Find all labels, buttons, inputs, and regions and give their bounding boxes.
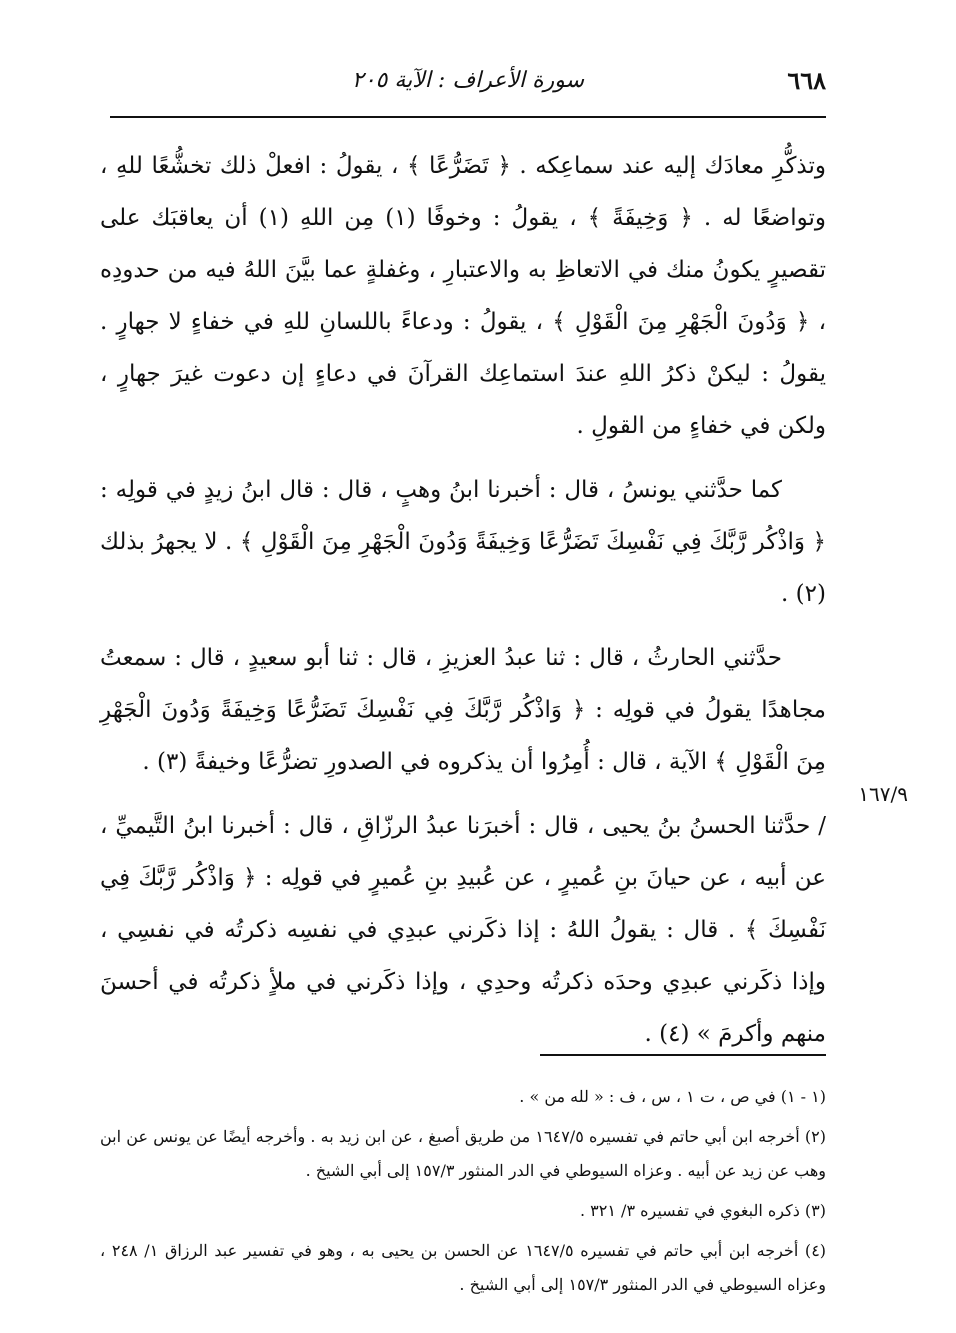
paragraph-4: / حدَّثنا الحسنُ بنُ يحيى ، قال : أخبرَنا عبدُ الرزّاقِ ، قال : أخبرنا ابنُ التَّيميِّ ، عن أبيه ، عن حيانَ بنِ عُميرٍ ، عن عُبيدِ بنِ عُميرٍ في قولِه : ﴿ وَاذْكُر رَّبَّكَ فِي نَفْسِكَ ﴾ . قال : يقولُ اللهُ : إذا ذكَرني عبدِي في نفسِه ذكرتُه في نفسِي ، وإذا ذكَرني عبدِي وحدَه ذكرتُه وحدِي ، وإذا ذكَرني في ملأٍ ذكرتُه في أحسنَ منهم وأكرمَ » (٤) . [100, 813, 826, 1047]
paragraph-2: كما حدَّثني يونسُ ، قال : أخبرنا ابنُ وهبٍ ، قال : قال ابنُ زيدٍ في قولِه : ﴿ وَاذْكُر رَّبَّكَ فِي نَفْسِكَ تَضَرُّعًا وَخِيفَةً وَدُونَ الْجَهْرِ مِنَ الْقَوْلِ ﴾ . لا يجهرُ بذلك (٢) . [100, 477, 826, 607]
main-text [100, 140, 826, 1072]
paragraph-3: حدَّثني الحارثُ ، قال : ثنا عبدُ العزيزِ ، قال : ثنا أبو سعيدٍ ، قال : سمعتُ مجاهدًا يقولُ في قولِه : ﴿ وَاذْكُر رَّبَّكَ فِي نَفْسِكَ تَضَرُّعًا وَخِيفَةً وَدُونَ الْجَهْرِ مِنَ الْقَوْلِ ﴾ الآية ، قال : أُمِرُوا أن يذكروه في الصدورِ تضرُّعًا وخيفةً (٣) . [100, 645, 826, 775]
header-rule [110, 116, 826, 118]
page-number: ٦٦٨ [787, 66, 826, 95]
running-title: سورة الأعراف : الآية ٢٠٥ [351, 68, 585, 93]
footnote-1: (١ - ١) في ص ، ت ١ ، س ، ف : « لله من » . [519, 1087, 826, 1106]
margin-reference: ١٦٧/٩ [858, 782, 908, 806]
footnote-3: (٣) ذكره البغوي في تفسيره ٣/ ٣٢١ . [580, 1201, 826, 1220]
footnotes [100, 1080, 826, 1308]
footnote-2: (٢) أخرجه ابن أبي حاتم في تفسيره ١٦٤٧/٥ من طريق أصبغ ، عن ابن زيد به . وأخرجه أيضًا عن يونس عن ابن وهب عن زيد عن أبيه . وعزاه السيوطي في الدر المنثور ١٥٧/٣ إلى أبي الشيخ . [100, 1127, 826, 1180]
page-header [110, 60, 826, 104]
footnote-rule [540, 1054, 826, 1056]
paragraph-1: وتذكُّرِ معادَك إليه عند سماعِكه . ﴿ تَضَرُّعًا ﴾ ، يقولُ : افعلْ ذلك تخشُّعًا للهِ ، وتواضعًا له . ﴿ وَخِيفَةً ﴾ ، يقولُ : وخوفًا (١) مِن اللهِ (١) أن يعاقبَك على تقصيرٍ يكونُ منك في الاتعاظِ به والاعتبارِ ، وغفلةٍ عما بيَّنَ اللهُ فيه من حدودِه ، ﴿ وَدُونَ الْجَهْرِ مِنَ الْقَوْلِ ﴾ ، يقولُ : ودعاءً باللسانِ للهِ في خفاءٍ لا جهارٍ . يقولُ : ليكنْ ذكرُ اللهِ عندَ استماعِك القرآنَ في دعاءٍ إن دعوت غيرَ جهارٍ ، ولكن في خفاءٍ من القولِ . [100, 153, 826, 439]
footnote-4: (٤) أخرجه ابن أبي حاتم في تفسيره ١٦٤٧/٥ عن الحسن بن يحيى به ، وهو في تفسير عبد الرزاق ١/ ٢٤٨ ، وعزاه السيوطي في الدر المنثور ١٥٧/٣ إلى أبي الشيخ . [100, 1241, 827, 1294]
